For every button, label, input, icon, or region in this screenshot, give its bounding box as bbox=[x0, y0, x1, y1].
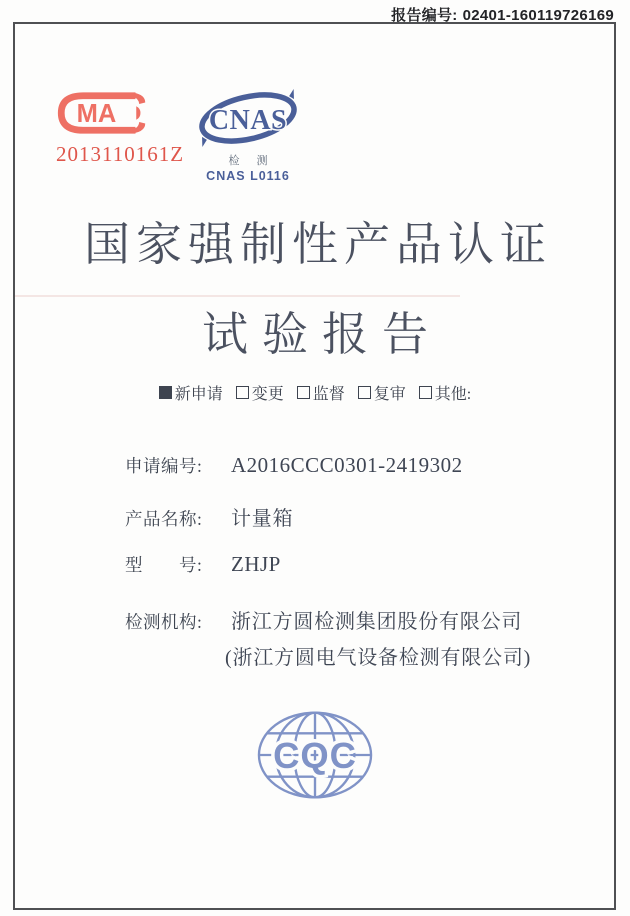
cqc-logo-icon bbox=[256, 708, 374, 802]
checkbox-change-icon bbox=[236, 386, 249, 399]
checkbox-review-icon bbox=[358, 386, 371, 399]
checkbox-other-icon bbox=[419, 386, 432, 399]
field-product-name bbox=[125, 502, 293, 531]
option-review-label: 复审 bbox=[373, 386, 406, 403]
field-model bbox=[125, 552, 281, 577]
field-application-number-label: 申请编号: bbox=[125, 456, 203, 476]
checkbox-new-application-icon bbox=[159, 386, 172, 399]
cnas-logo-icon bbox=[198, 86, 298, 150]
cma-logo-block bbox=[56, 90, 185, 167]
checkbox-supervision-icon bbox=[297, 386, 310, 399]
field-product-name-value: 计量箱 bbox=[231, 508, 294, 530]
option-change-label: 变更 bbox=[251, 386, 284, 403]
cma-cert-number: 2013110161Z bbox=[56, 142, 185, 166]
field-product-name-label: 产品名称: bbox=[125, 509, 203, 529]
option-other-label: 其他: bbox=[434, 386, 472, 403]
document-title-line1: 国家强制性产品认证 bbox=[84, 219, 552, 270]
option-new-application bbox=[159, 381, 223, 404]
field-testing-organization-value: 浙江方圆检测集团股份有限公司 bbox=[231, 611, 523, 633]
option-supervision-label: 监督 bbox=[312, 386, 345, 403]
option-new-application-label: 新申请 bbox=[174, 386, 223, 403]
cnas-logo-letters: CNAS bbox=[208, 105, 288, 136]
option-supervision bbox=[297, 381, 345, 404]
report-number-value: 02401-160119726169 bbox=[462, 7, 614, 24]
cnas-category-label: 检 测 bbox=[228, 155, 275, 167]
application-type-row bbox=[0, 381, 630, 404]
report-number-label: 报告编号: bbox=[391, 7, 458, 24]
scan-artifact-line bbox=[15, 295, 460, 297]
cqc-logo-letters: CQC bbox=[273, 734, 357, 776]
field-application-number bbox=[125, 453, 463, 478]
cqc-logo-block bbox=[256, 708, 374, 802]
option-change bbox=[236, 381, 284, 404]
field-testing-organization-label: 检测机构: bbox=[125, 612, 203, 632]
option-review bbox=[358, 381, 406, 404]
field-model-value: ZHJP bbox=[231, 552, 281, 576]
field-testing-organization bbox=[125, 605, 531, 670]
cnas-logo-block bbox=[196, 86, 300, 183]
field-model-label: 型 号: bbox=[125, 555, 203, 575]
cnas-accreditation-number: CNAS L0116 bbox=[206, 169, 290, 183]
document-title-line2: 试验报告 bbox=[202, 309, 442, 360]
cma-logo-icon bbox=[56, 90, 146, 136]
option-other bbox=[419, 381, 471, 404]
field-testing-organization-value-line2: (浙江方圆电气设备检测有限公司) bbox=[225, 647, 532, 669]
cma-logo-letters: MA bbox=[76, 100, 117, 128]
field-application-number-value: A2016CCC0301-2419302 bbox=[231, 453, 463, 477]
